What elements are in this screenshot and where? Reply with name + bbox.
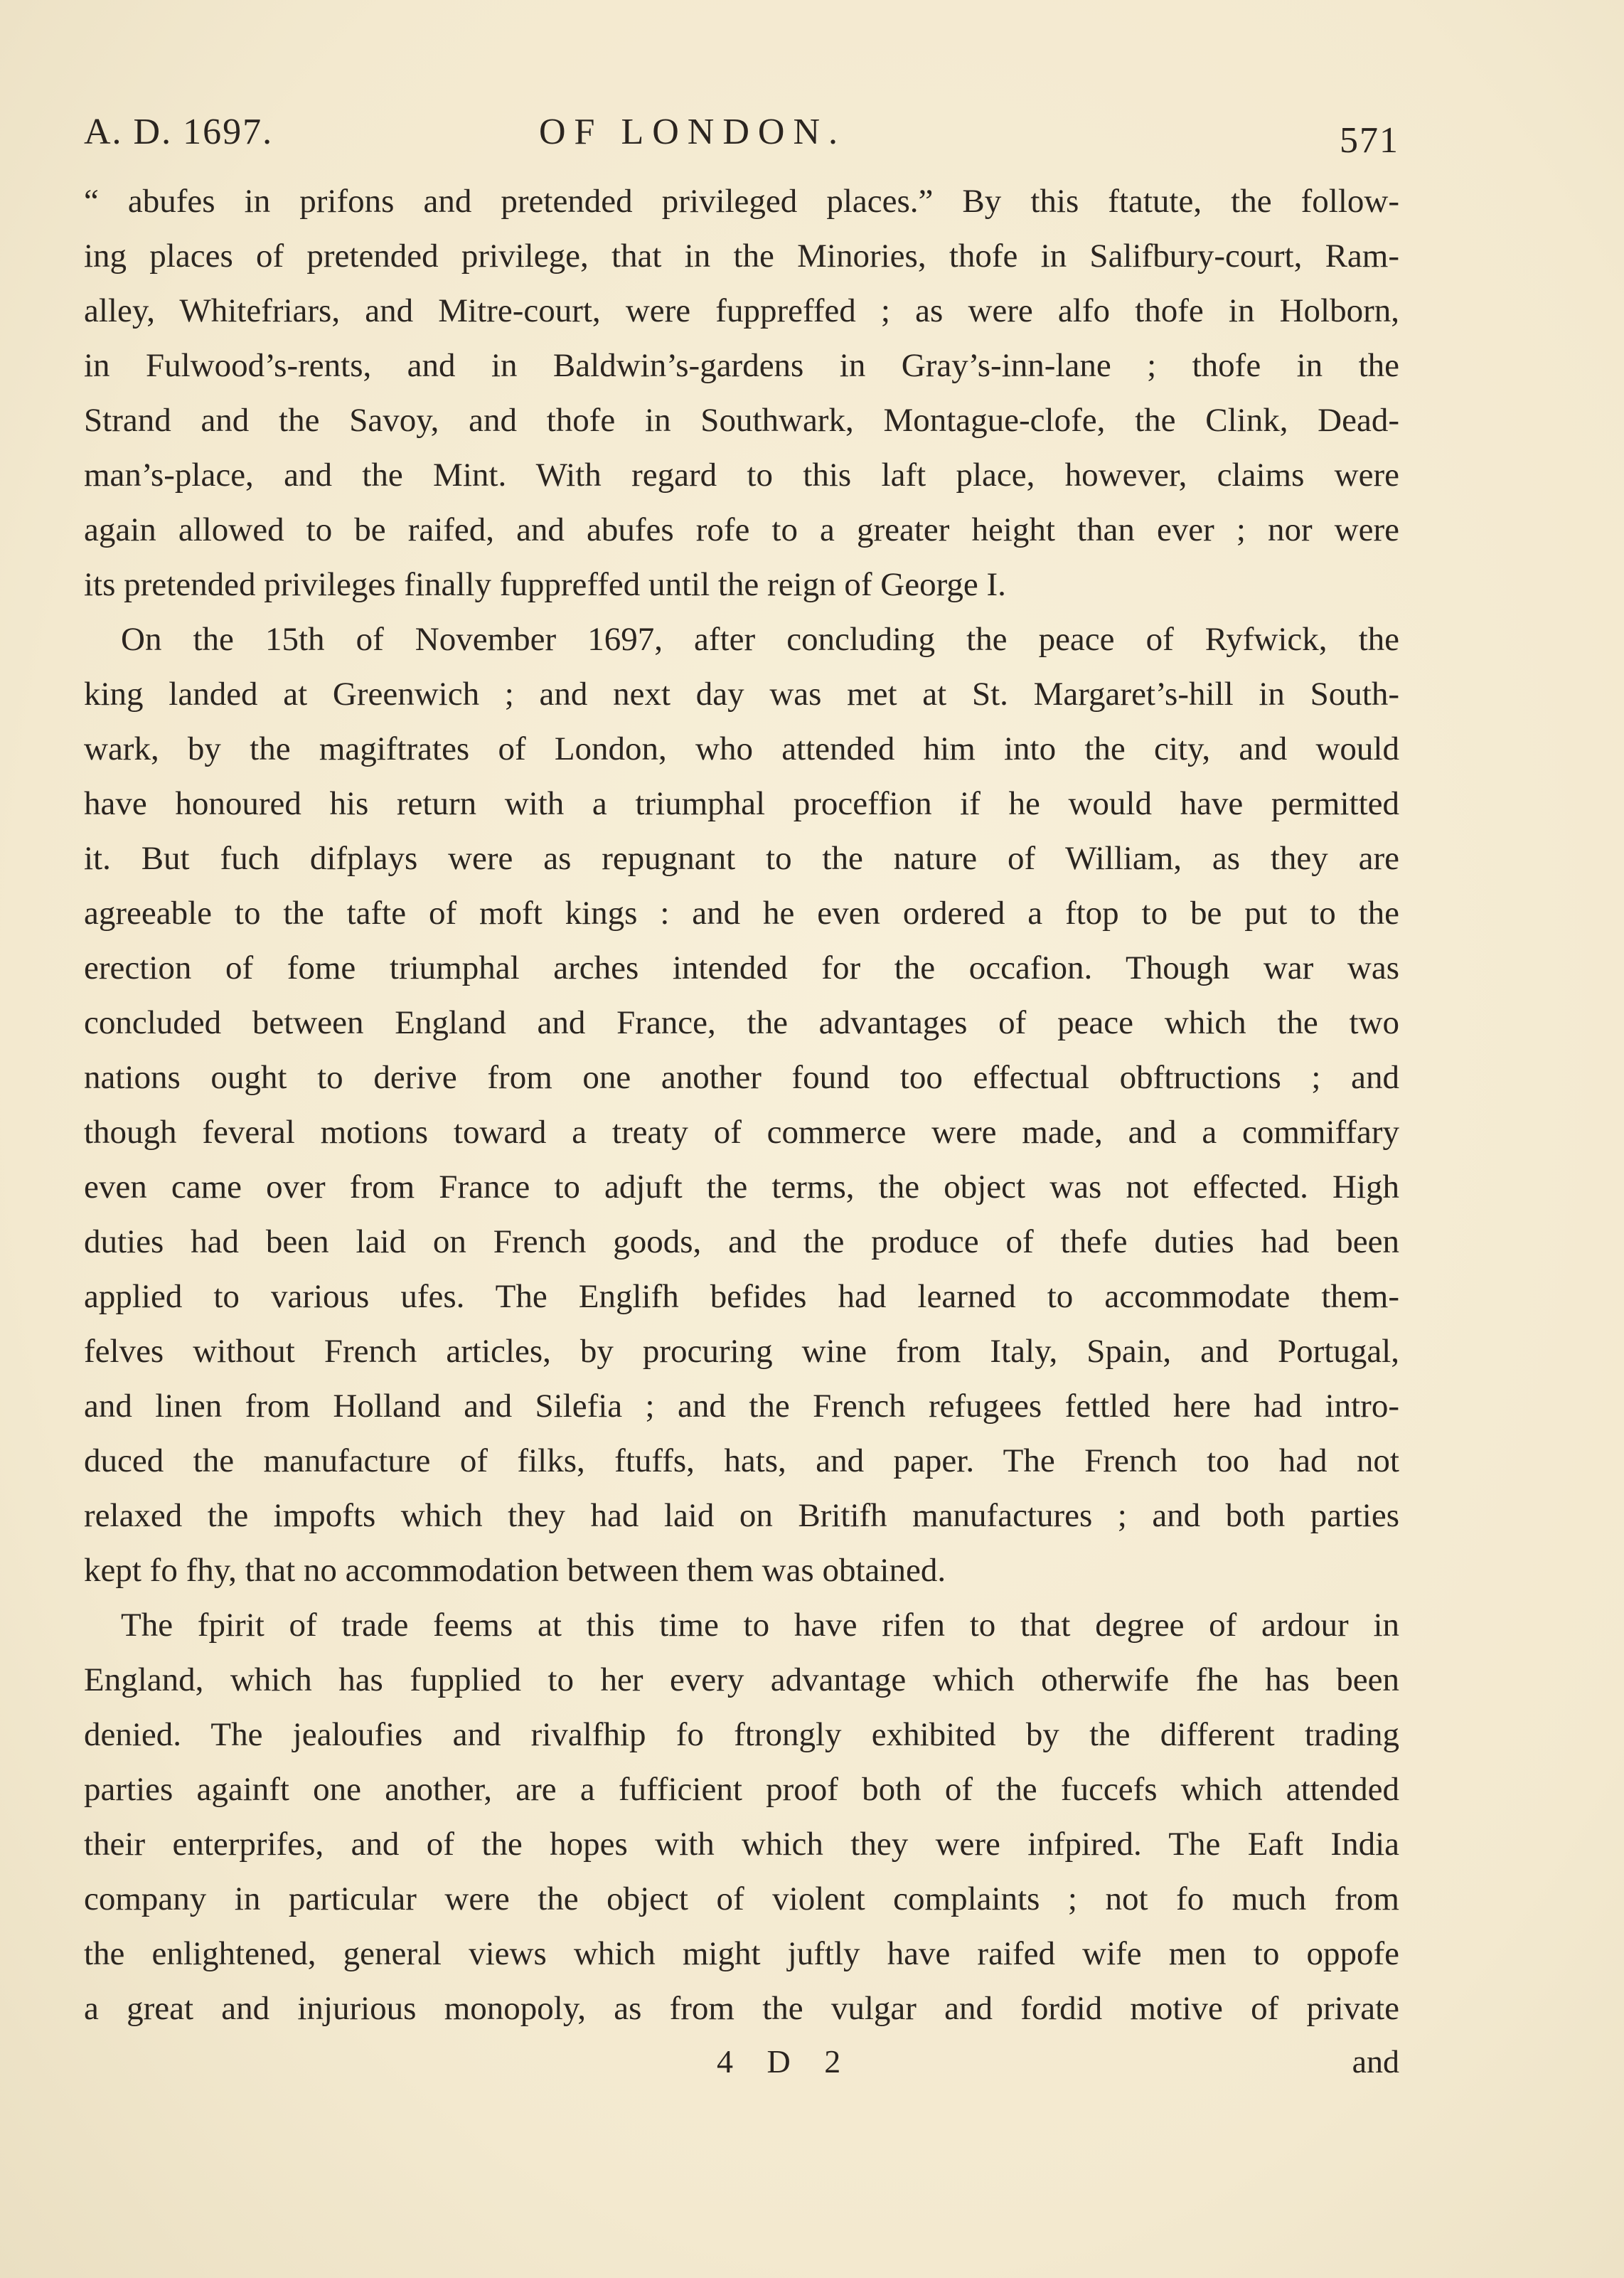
text-line: even came over from France to adjuft the terms, the object was not effected. High bbox=[84, 1169, 1399, 1205]
text-line: concluded between England and France, the advantages of peace which the two bbox=[84, 1004, 1399, 1041]
text-line: duties had been laid on French goods, and the produce of thefe duties had been bbox=[84, 1223, 1399, 1260]
text-line: applied to various ufes. The Englifh befides had learned to accommodate them- bbox=[84, 1278, 1399, 1315]
text-line: relaxed the impofts which they had laid on Britifh manufactures ; and both parties bbox=[84, 1497, 1399, 1534]
running-head-date: A. D. 1697. bbox=[84, 112, 274, 152]
text-line: though feveral motions toward a treaty of commerce were made, and a commiffary bbox=[84, 1114, 1399, 1151]
text-line: its pretended privileges finally fuppreffed until the reign of George I. bbox=[84, 566, 1006, 603]
text-line: Strand and the Savoy, and thofe in Southwark, Montague-clofe, the Clink, Dead- bbox=[84, 402, 1399, 439]
text-line: it. But fuch difplays were as repugnant to the nature of William, as they are bbox=[84, 840, 1399, 877]
text-line: The fpirit of trade feems at this time to have rifen to that degree of ardour in bbox=[121, 1607, 1399, 1644]
text-line: nations ought to derive from one another found too effectual obftructions ; and bbox=[84, 1059, 1399, 1096]
text-line: wark, by the magiftrates of London, who attended him into the city, and would bbox=[84, 730, 1399, 767]
text-line: England, which has fupplied to her every advantage which otherwife fhe has been bbox=[84, 1661, 1399, 1698]
text-line: again allowed to be raifed, and abufes rofe to a greater height than ever ; nor were bbox=[84, 511, 1399, 548]
text-line: a great and injurious monopoly, as from the vulgar and fordid motive of private bbox=[84, 1990, 1399, 2027]
text-line: erection of fome triumphal arches intended for the occafion. Though war was bbox=[84, 949, 1399, 986]
text-line: felves without French articles, by procuring wine from Italy, Spain, and Portugal, bbox=[84, 1333, 1399, 1370]
running-head bbox=[84, 105, 1399, 161]
text-line: “ abufes in prifons and pretended privileged places.” By this ftatute, the follow- bbox=[84, 183, 1399, 220]
page-number: 571 bbox=[1340, 120, 1399, 161]
text-line: parties againft one another, are a fufficient proof both of the fuccefs which attended bbox=[84, 1771, 1399, 1808]
catchword: and bbox=[1352, 2043, 1399, 2080]
page-footer bbox=[84, 2043, 1399, 2092]
text-line: their enterprifes, and of the hopes with which they were infpired. The Eaft India bbox=[84, 1826, 1399, 1863]
text-line: and linen from Holland and Silefia ; and the French refugees fettled here had intro- bbox=[84, 1388, 1399, 1425]
text-line: in Fulwood’s-rents, and in Baldwin’s-gardens in Gray’s-inn-lane ; thofe in the bbox=[84, 347, 1399, 384]
text-line: kept fo fhy, that no accommodation between them was obtained. bbox=[84, 1552, 946, 1589]
text-line: denied. The jealoufies and rivalfhip fo ftrongly exhibited by the different trading bbox=[84, 1716, 1399, 1753]
text-line: have honoured his return with a triumphal proceffion if he would have permitted bbox=[84, 785, 1399, 822]
text-line: On the 15th of November 1697, after concluding the peace of Ryfwick, the bbox=[121, 621, 1399, 658]
signature-mark: 4 D 2 bbox=[717, 2043, 854, 2080]
text-line: man’s-place, and the Mint. With regard to this laft place, however, claims were bbox=[84, 457, 1399, 494]
text-line: alley, Whitefriars, and Mitre-court, were fuppreffed ; as were alfo thofe in Holborn, bbox=[84, 292, 1399, 329]
body-text bbox=[84, 174, 1399, 2036]
text-line: king landed at Greenwich ; and next day was met at St. Margaret’s-hill in South- bbox=[84, 676, 1399, 713]
running-head-title: OF LONDON. bbox=[539, 112, 846, 152]
text-line: company in particular were the object of violent complaints ; not fo much from bbox=[84, 1880, 1399, 1917]
text-line: ing places of pretended privilege, that in the Minories, thofe in Salifbury-court, Ram- bbox=[84, 238, 1399, 275]
text-line: duced the manufacture of filks, ftuffs, hats, and paper. The French too had not bbox=[84, 1442, 1399, 1479]
text-line: agreeable to the tafte of moft kings : and he even ordered a ftop to be put to the bbox=[84, 895, 1399, 932]
text-line: the enlightened, general views which might juftly have raifed wife men to oppofe bbox=[84, 1935, 1399, 1972]
